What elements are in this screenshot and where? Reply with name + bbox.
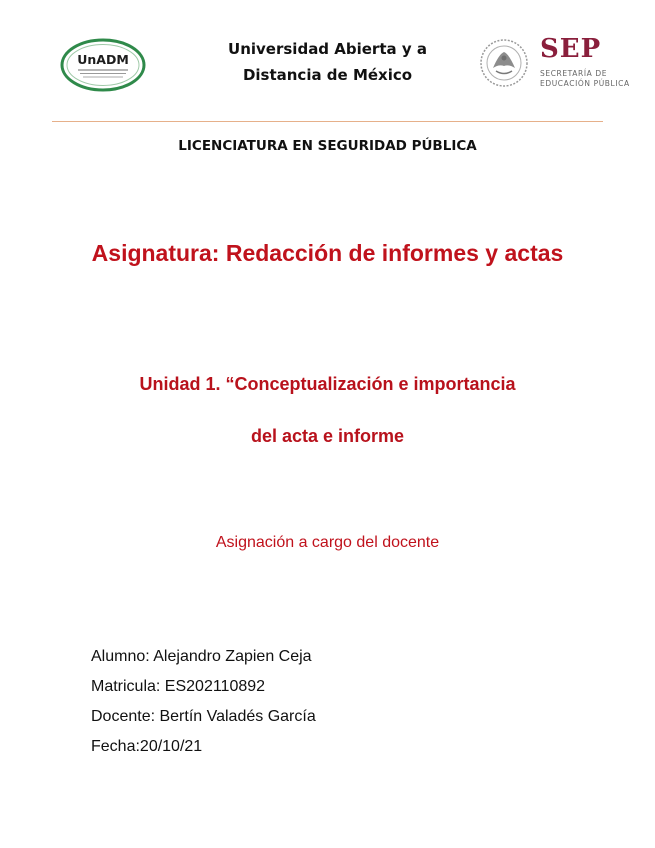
unadm-logo-text: UnADM bbox=[77, 52, 129, 67]
program-title: LICENCIATURA EN SEGURIDAD PÚBLICA bbox=[178, 138, 477, 154]
unadm-logo bbox=[60, 38, 146, 92]
assignment-label: Asignación a cargo del docente bbox=[215, 534, 440, 551]
date: Fecha:20/10/21 bbox=[91, 738, 203, 755]
sep-wordmark: SEP bbox=[540, 34, 602, 64]
sep-subtitle-line1: SECRETARÍA DE bbox=[540, 69, 608, 78]
university-name-line2: Distancia de México bbox=[242, 66, 413, 84]
subject-title: Asignatura: Redacción de informes y actas bbox=[91, 240, 564, 266]
unit-title-line1: Unidad 1. “Conceptualización e importancia bbox=[139, 374, 516, 394]
header-divider bbox=[52, 121, 603, 122]
national-seal-icon bbox=[479, 38, 529, 88]
student-name: Alumno: Alejandro Zapien Ceja bbox=[91, 648, 312, 665]
sep-subtitle-line2: EDUCACIÓN PÚBLICA bbox=[540, 79, 630, 88]
university-name-line1: Universidad Abierta y a bbox=[228, 40, 427, 58]
unit-title-line2: del acta e informe bbox=[250, 426, 405, 446]
student-id: Matricula: ES202110892 bbox=[91, 678, 266, 695]
teacher-name: Docente: Bertín Valadés García bbox=[91, 708, 316, 725]
